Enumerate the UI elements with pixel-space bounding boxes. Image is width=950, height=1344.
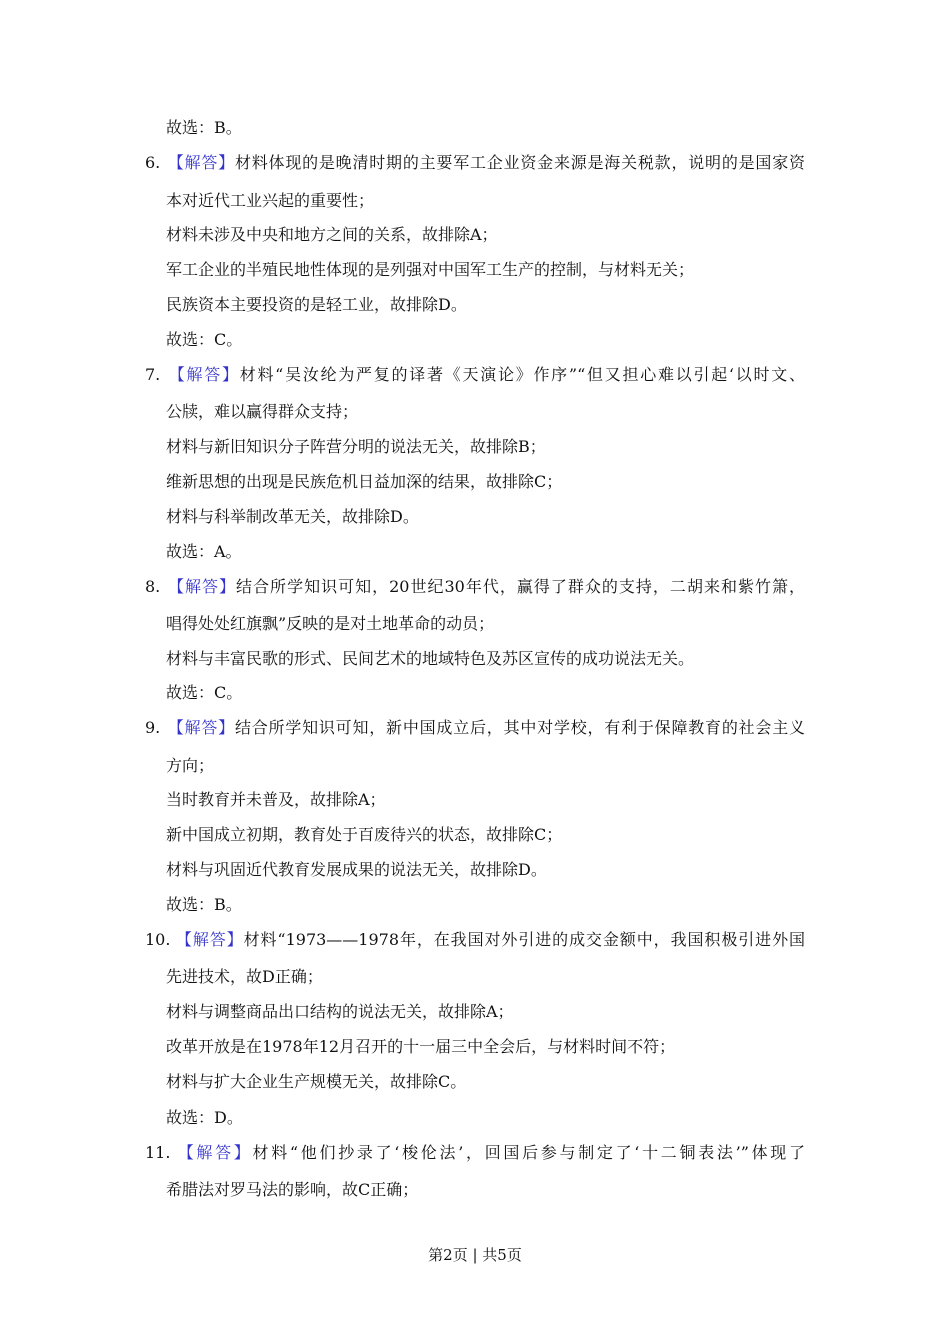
answer-line: 故选：C。 bbox=[166, 330, 243, 349]
item-line: 材料与新旧知识分子阵营分明的说法无关，故排除B； bbox=[166, 437, 546, 456]
item-9-first-line bbox=[145, 718, 805, 738]
item-7-first-line bbox=[145, 365, 805, 385]
answer-tag: 【解答】 bbox=[167, 718, 235, 737]
item-text: 材料“吴汝纶为严复的译著《天演论》作序”“但又担心难以引起‘以时文、 bbox=[239, 365, 805, 384]
item-number: 6. bbox=[145, 153, 161, 172]
item-line: 改革开放是在1978年12月召开的十一届三中全会后，与材料时间不符； bbox=[166, 1037, 676, 1056]
item-line: 民族资本主要投资的是轻工业，故排除D。 bbox=[166, 295, 467, 314]
item-line: 当时教育并未普及，故排除A； bbox=[166, 790, 386, 809]
item-line: 材料未涉及中央和地方之间的关系，故排除A； bbox=[166, 225, 498, 244]
item-number: 8. bbox=[145, 577, 161, 596]
answer-line: 故选：B。 bbox=[166, 118, 242, 137]
item-line: 材料与扩大企业生产规模无关，故排除C。 bbox=[166, 1072, 467, 1091]
item-line: 希腊法对罗马法的影响，故C正确； bbox=[166, 1180, 419, 1199]
item-line: 材料与丰富民歌的形式、民间艺术的地域特色及苏区宣传的成功说法无关。 bbox=[166, 649, 695, 668]
item-line: 公牍，难以赢得群众支持； bbox=[166, 402, 359, 421]
item-text: 结合所学知识可知，新中国成立后，其中对学校，有利于保障教育的社会主义 bbox=[234, 718, 805, 737]
answer-tag: 【解答】 bbox=[167, 577, 237, 596]
item-line: 军工企业的半殖民地性体现的是列强对中国军工生产的控制，与材料无关； bbox=[166, 260, 695, 279]
page-footer: 第2页 | 共5页 bbox=[428, 1246, 522, 1264]
item-line: 唱得处处红旗飘”反映的是对土地革命的动员； bbox=[166, 614, 495, 633]
item-6-first-line bbox=[145, 153, 805, 173]
item-number: 10. bbox=[145, 930, 171, 949]
item-8-first-line bbox=[145, 577, 805, 597]
item-line: 先进技术，故D正确； bbox=[166, 967, 323, 986]
item-line: 方向； bbox=[166, 756, 215, 775]
item-line: 维新思想的出现是民族危机日益加深的结果，故排除C； bbox=[166, 472, 563, 491]
item-line: 材料与科举制改革无关，故排除D。 bbox=[166, 507, 419, 526]
item-line: 本对近代工业兴起的重要性； bbox=[166, 191, 375, 210]
item-11-first-line bbox=[145, 1143, 805, 1163]
answer-tag: 【解答】 bbox=[175, 930, 244, 949]
item-line: 材料与调整商品出口结构的说法无关，故排除A； bbox=[166, 1002, 514, 1021]
answer-tag: 【解答】 bbox=[167, 153, 235, 172]
item-number: 11. bbox=[145, 1143, 171, 1162]
answer-tag: 【解答】 bbox=[167, 365, 240, 384]
item-text: 材料“1973——1978年，在我国对外引进的成交金额中，我国积极引进外国 bbox=[243, 930, 805, 949]
item-number: 9. bbox=[145, 718, 161, 737]
item-text: 材料“他们抄录了‘梭伦法’，回国后参与制定了‘十二铜表法’”体现了 bbox=[252, 1143, 805, 1162]
item-text: 结合所学知识可知，20世纪30年代，赢得了群众的支持，二胡来和紫竹箫， bbox=[236, 577, 805, 596]
item-number: 7. bbox=[145, 365, 161, 384]
item-line: 新中国成立初期，教育处于百废待兴的状态，故排除C； bbox=[166, 825, 563, 844]
answer-line: 故选：B。 bbox=[166, 895, 242, 914]
answer-line: 故选：D。 bbox=[166, 1108, 243, 1127]
item-10-first-line bbox=[145, 930, 805, 950]
answer-tag: 【解答】 bbox=[175, 1143, 253, 1162]
item-text: 材料体现的是晚清时期的主要军工企业资金来源是海关税款，说明的是国家资 bbox=[234, 153, 805, 172]
answer-line: 故选：A。 bbox=[166, 542, 242, 561]
answer-line: 故选：C。 bbox=[166, 683, 243, 702]
item-line: 材料与巩固近代教育发展成果的说法无关，故排除D。 bbox=[166, 860, 547, 879]
